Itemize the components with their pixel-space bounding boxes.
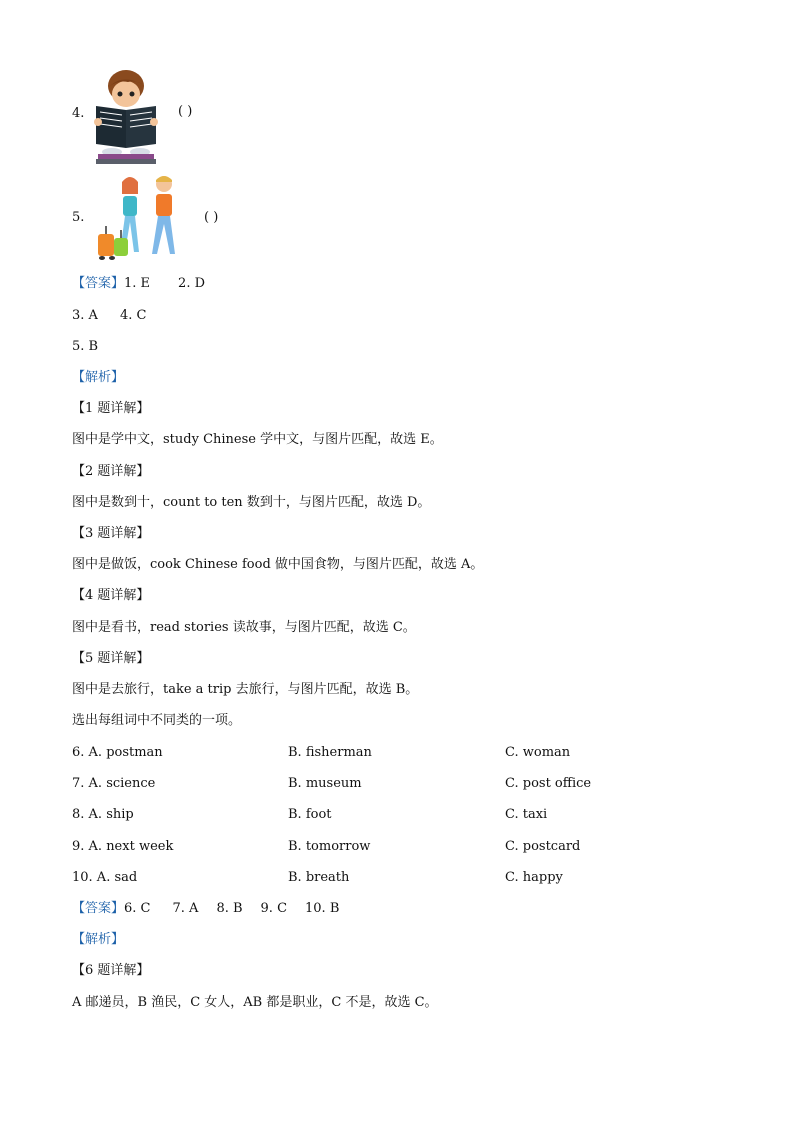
answer-2: 2. D — [178, 276, 206, 291]
detail-5-title: 【5 题详解】 — [72, 651, 150, 666]
detail-3-title: 【3 题详解】 — [72, 526, 150, 541]
item-4-number: 4. — [72, 106, 85, 121]
boy-reading-book-icon — [92, 66, 160, 166]
detail-6-title: 【6 题详解】 — [72, 963, 150, 978]
answer-label: 【答案】 — [72, 276, 125, 291]
detail-5-text: 图中是去旅行，take a trip 去旅行，与图片匹配，故选 B。 — [72, 682, 419, 697]
item-5-answer-blank: ( ) — [204, 210, 219, 225]
answer-1: 1. E — [124, 276, 151, 291]
section-instruction: 选出每组词中不同类的一项。 — [72, 713, 242, 728]
q6-option-b: B. fisherman — [288, 745, 372, 760]
detail-2-title: 【2 题详解】 — [72, 464, 150, 479]
couple-traveling-illustration — [92, 172, 188, 264]
detail-2-text: 图中是数到十，count to ten 数到十，与图片匹配，故选 D。 — [72, 495, 431, 510]
item-4-answer-blank: ( ) — [178, 104, 193, 119]
detail-1-title: 【1 题详解】 — [72, 401, 150, 416]
answer-line-2 — [72, 308, 146, 324]
q10-option-b: B. breath — [288, 870, 350, 885]
q9-option-a: 9. A. next week — [72, 839, 174, 854]
answer-8: 8. B — [216, 901, 243, 916]
q9-option-b: B. tomorrow — [288, 839, 371, 854]
answer-6: 6. C — [124, 901, 151, 916]
detail-4-title: 【4 题详解】 — [72, 588, 150, 603]
answer-7: 7. A — [172, 901, 199, 916]
q9-option-c: C. postcard — [505, 839, 581, 854]
q8-option-c: C. taxi — [505, 807, 548, 822]
detail-6-text: A 邮递员，B 渔民，C 女人，AB 都是职业，C 不是，故选 C。 — [72, 995, 438, 1010]
q7-option-c: C. post office — [505, 776, 592, 791]
q10-option-a: 10. A. sad — [72, 870, 138, 885]
analysis-label: 【解析】 — [72, 370, 125, 385]
detail-4-text: 图中是看书，read stories 读故事，与图片匹配，故选 C。 — [72, 620, 416, 635]
item-5-number: 5. — [72, 210, 85, 225]
q6-option-a: 6. A. postman — [72, 745, 163, 760]
answer-line-3 — [72, 339, 98, 355]
analysis2-label: 【解析】 — [72, 932, 125, 947]
q6-option-c: C. woman — [505, 745, 571, 760]
answer-5: 5. B — [72, 339, 99, 354]
detail-3-text: 图中是做饭，cook Chinese food 做中国食物，与图片匹配，故选 A。 — [72, 557, 484, 572]
answer-10: 10. B — [305, 901, 340, 916]
answer-line-1 — [72, 276, 205, 292]
q7-option-a: 7. A. science — [72, 776, 156, 791]
q10-option-c: C. happy — [505, 870, 563, 885]
q8-option-b: B. foot — [288, 807, 332, 822]
answer-9: 9. C — [260, 901, 288, 916]
boy-reading-illustration — [92, 66, 160, 166]
q7-option-b: B. museum — [288, 776, 362, 791]
answer2-line — [72, 901, 339, 917]
answer-4: 4. C — [119, 308, 147, 323]
travelers-with-suitcases-icon — [92, 172, 188, 264]
q8-option-a: 8. A. ship — [72, 807, 134, 822]
detail-1-text: 图中是学中文，study Chinese 学中文，与图片匹配，故选 E。 — [72, 432, 443, 447]
answer-3: 3. A — [72, 308, 98, 323]
answer2-label: 【答案】 — [72, 901, 125, 916]
